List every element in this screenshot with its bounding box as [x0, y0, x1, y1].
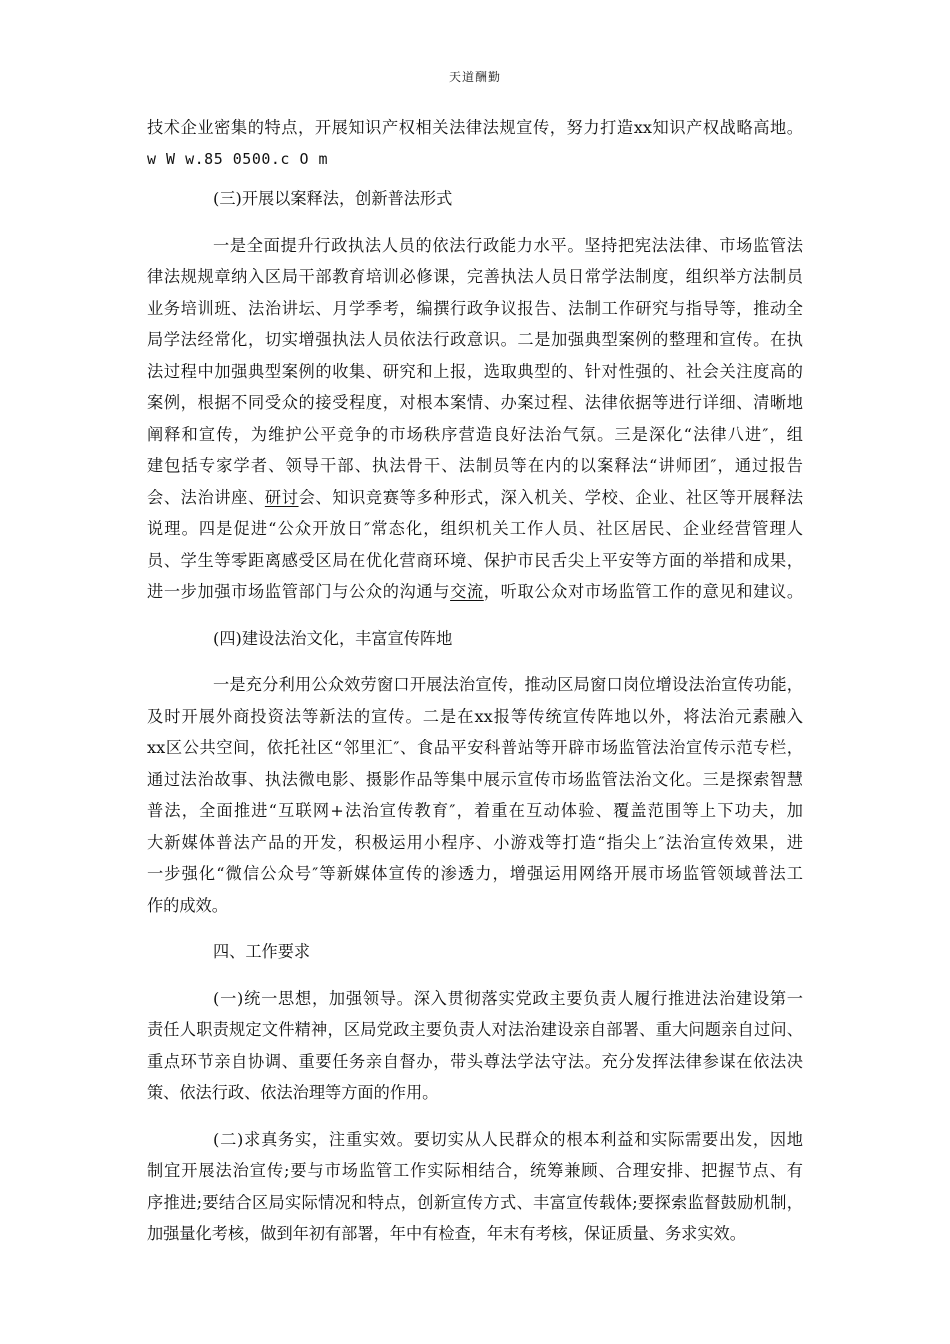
text-line: 责任人职责规定文件精神，区局党政主要负责人对法治建设亲自部署、重大问题亲自过问、	[147, 1020, 803, 1039]
text-line: (二)求真务实，注重实效。要切实从人民群众的根本利益和实际需要出发，因地	[213, 1129, 803, 1149]
document-body	[147, 112, 803, 1250]
paragraph-case-law	[147, 230, 803, 608]
section-heading: 四、工作要求	[213, 942, 311, 961]
text-line: 策、依法行政、依法治理等方面的作用。	[147, 1083, 439, 1102]
page-header: 天道酬勤	[448, 70, 501, 84]
text-line-with-link: 进一步加强市场监管部门与公众的沟通与交流，听取公众对市场监管工作的意见和建议。	[147, 582, 804, 601]
text-line: 业务培训班、法治讲坛、月学季考，编撰行政争议报告、法制工作研究与指导等，推动全	[147, 298, 803, 318]
text-line: 员、学生等零距离感受区局在优化营商环境、保护市民舌尖上平安等方面的举措和成果，	[147, 550, 803, 570]
text-line: (一)统一思想，加强领导。深入贯彻落实党政主要负责人履行推进法治建设第一	[213, 988, 803, 1008]
text-line: 法过程中加强典型案例的收集、研究和上报，选取典型的、针对性强的、社会关注度高的	[147, 361, 803, 381]
text-line: 案例，根据不同受众的接受程度，对根本案情、办案过程、法律依据等进行详细、清晰地	[147, 393, 803, 412]
text-line: xx区公共空间，依托社区“邻里汇″、食品平安科普站等开辟市场监管法治宣传示范专栏，	[147, 738, 803, 757]
text-line: 律法规规章纳入区局干部教育培训必修课，完善执法人员日常学法制度，组织举方法制员	[147, 267, 803, 286]
text-line: 局学法经常化，切实增强执法人员依法行政意识。二是加强典型案例的整理和宣传。在执	[147, 330, 803, 349]
text-line: 及时开展外商投资法等新法的宣传。二是在xx报等传统宣传阵地以外，将法治元素融入	[147, 706, 803, 726]
text-line: 加强量化考核，做到年初有部署，年中有检查，年末有考核，保证质量、务求实效。	[147, 1224, 746, 1243]
text-line: 一是充分利用公众效劳窗口开展法治宣传，推动区局窗口岗位增设法治宣传功能，	[213, 675, 803, 694]
text-line: 序推进;要结合区局实际情况和特点，创新宣传方式、丰富宣传载体;要探索监督鼓励机制，	[147, 1192, 803, 1212]
section-heading: (三)开展以案释法，创新普法形式	[213, 189, 453, 208]
paragraph-intro	[147, 112, 803, 175]
text-line: 一步强化“微信公众号″等新媒体宣传的渗透力，增强运用网络开展市场监管领域普法工	[147, 864, 803, 883]
url-line: w W w.85 0500.c O m	[147, 149, 329, 168]
text-line: 制宜开展法治宣传;要与市场监管工作实际相结合，统筹兼顾、合理安排、把握节点、有	[147, 1161, 803, 1180]
text-line: 作的成效。	[147, 895, 228, 915]
text-line-with-link: 会、法治讲座、研讨会、知识竞赛等多种形式，深入机关、学校、企业、社区等开展释法	[147, 487, 804, 507]
paragraph-requirement-1	[147, 983, 803, 1109]
underlined-link-text[interactable]: 交流	[450, 582, 484, 601]
text-line: 大新媒体普法产品的开发，积极运用小程序、小游戏等打造“指尖上″法治宣传效果，进	[147, 832, 803, 852]
text-line: 说理。四是促进“公众开放日″常态化，组织机关工作人员、社区居民、企业经营管理人	[147, 519, 803, 538]
paragraph-requirement-2	[147, 1124, 803, 1250]
text-line: 建包括专家学者、领导干部、执法骨干、法制员等在内的以案释法“讲师团″，通过报告	[147, 456, 803, 475]
underlined-link-text[interactable]: 研讨	[264, 487, 299, 507]
text-line: 技术企业密集的特点，开展知识产权相关法律法规宣传，努力打造xx知识产权战略高地。	[147, 118, 803, 137]
text-line: 普法，全面推进“互联网+法治宣传教育″，着重在互动体验、覆盖范围等上下功夫，加	[147, 801, 803, 820]
text-line: 阐释和宣传，为维护公平竞争的市场秩序营造良好法治气氛。三是深化“法律八进″，组	[147, 424, 803, 444]
text-line: 通过法治故事、执法微电影、摄影作品等集中展示宣传市场监管法治文化。三是探索智慧	[147, 769, 803, 789]
text-line: 一是全面提升行政执法人员的依法行政能力水平。坚持把宪法法律、市场监管法	[213, 235, 803, 255]
text-line: 重点环节亲自协调、重要任务亲自督办，带头尊法学法守法。充分发挥法律参谋在依法决	[147, 1051, 803, 1071]
paragraph-legal-culture	[147, 669, 803, 921]
section-heading: (四)建设法治文化，丰富宣传阵地	[213, 628, 453, 648]
